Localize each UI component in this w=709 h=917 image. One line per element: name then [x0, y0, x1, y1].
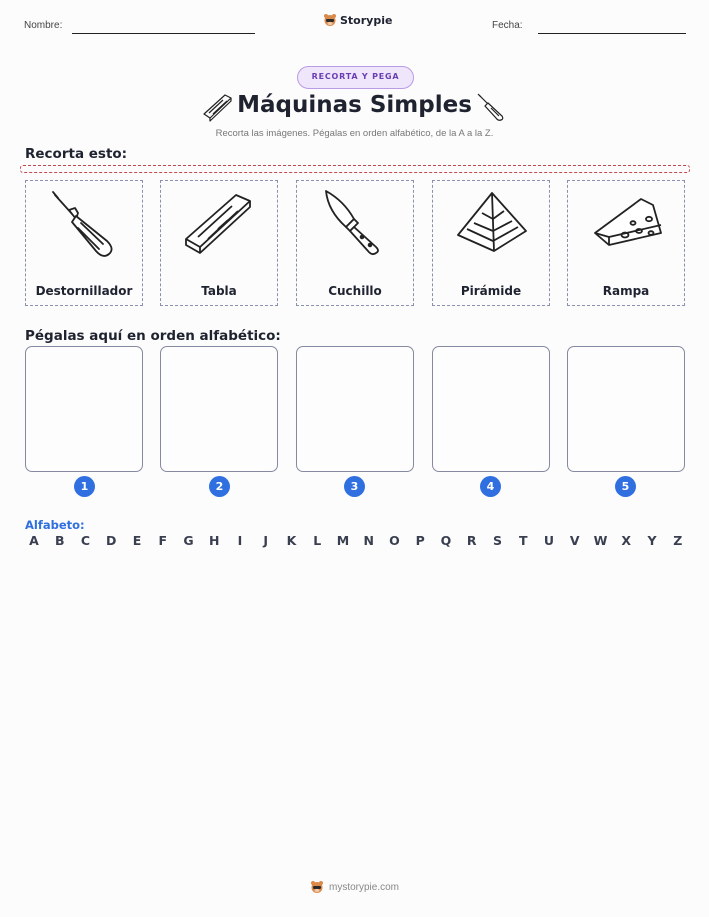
- brand-logo: [323, 13, 392, 27]
- cut-card-cuchillo[interactable]: [296, 180, 414, 306]
- alphabet-letter: D: [106, 533, 117, 548]
- paste-heading: Pégalas aquí en orden alfabético:: [25, 328, 281, 344]
- alphabet-letter: V: [569, 533, 580, 548]
- cut-card-rampa[interactable]: [567, 180, 685, 306]
- number-badge-3: 3: [344, 476, 365, 497]
- alphabet-letter: C: [80, 533, 91, 548]
- alphabet-letter: N: [363, 533, 374, 548]
- date-label: Fecha:: [492, 20, 523, 31]
- plank-icon: [180, 189, 260, 261]
- alphabet-letter: U: [543, 533, 555, 548]
- alphabet-letter: Q: [440, 533, 452, 548]
- ramp-wedge-icon: [587, 189, 667, 261]
- alphabet-letter: O: [389, 533, 400, 548]
- alphabet-row: [26, 533, 686, 548]
- pyramid-icon: [452, 189, 532, 261]
- storypie-mascot-icon: [310, 880, 324, 894]
- cut-label: Tabla: [201, 284, 237, 298]
- cut-label: Rampa: [602, 284, 650, 298]
- alphabet-letter: E: [132, 533, 142, 548]
- storypie-mascot-icon: [323, 13, 337, 27]
- alphabet-letter: G: [183, 533, 194, 548]
- alphabet-letter: L: [313, 533, 322, 548]
- instructions: Recorta las imágenes. Pégalas en orden alfabético, de la A a la Z.: [215, 128, 494, 139]
- alphabet-letter: M: [336, 533, 350, 548]
- screwdriver-icon: [45, 189, 125, 261]
- paste-box-1[interactable]: [25, 346, 143, 472]
- alphabet-letter: A: [29, 533, 39, 548]
- alphabet-letter: I: [237, 533, 243, 548]
- alphabet-letter: W: [593, 533, 608, 548]
- alphabet-letter: Z: [673, 533, 683, 548]
- date-line[interactable]: [538, 33, 686, 34]
- paste-box-2[interactable]: [160, 346, 278, 472]
- cut-line: [20, 165, 690, 173]
- alphabet-heading: Alfabeto:: [25, 518, 85, 532]
- cut-card-destornillador[interactable]: [25, 180, 143, 306]
- number-badge-5: 5: [615, 476, 636, 497]
- alphabet-letter: X: [621, 533, 632, 548]
- paste-box-3[interactable]: [296, 346, 414, 472]
- cut-card-tabla[interactable]: [160, 180, 278, 306]
- page-title: Máquinas Simples: [237, 92, 472, 118]
- number-badge-2: 2: [209, 476, 230, 497]
- screwdriver-icon: [475, 92, 507, 126]
- alphabet-letter: K: [286, 533, 297, 548]
- alphabet-letter: B: [54, 533, 65, 548]
- knife-icon: [316, 189, 396, 261]
- footer-site[interactable]: mystorypie.com: [328, 881, 399, 893]
- activity-badge: RECORTA Y PEGA: [297, 66, 414, 89]
- brand-name: Storypie: [340, 13, 393, 27]
- alphabet-letter: J: [263, 533, 269, 548]
- name-line[interactable]: [72, 33, 255, 34]
- cut-heading: Recorta esto:: [25, 146, 128, 162]
- paste-box-5[interactable]: [567, 346, 685, 472]
- cut-card-piramide[interactable]: [432, 180, 550, 306]
- name-label: Nombre:: [24, 20, 63, 31]
- cut-label: Cuchillo: [328, 284, 382, 298]
- number-badge-1: 1: [74, 476, 95, 497]
- footer: [0, 880, 709, 894]
- alphabet-letter: Y: [647, 533, 657, 548]
- alphabet-letter: H: [209, 533, 220, 548]
- alphabet-letter: T: [518, 533, 528, 548]
- alphabet-letter: S: [492, 533, 502, 548]
- alphabet-letter: R: [466, 533, 477, 548]
- cut-label: Pirámide: [460, 284, 522, 298]
- cut-label: Destornillador: [35, 284, 133, 298]
- alphabet-letter: P: [415, 533, 425, 548]
- alphabet-letter: F: [158, 533, 168, 548]
- number-badge-4: 4: [480, 476, 501, 497]
- paste-box-4[interactable]: [432, 346, 550, 472]
